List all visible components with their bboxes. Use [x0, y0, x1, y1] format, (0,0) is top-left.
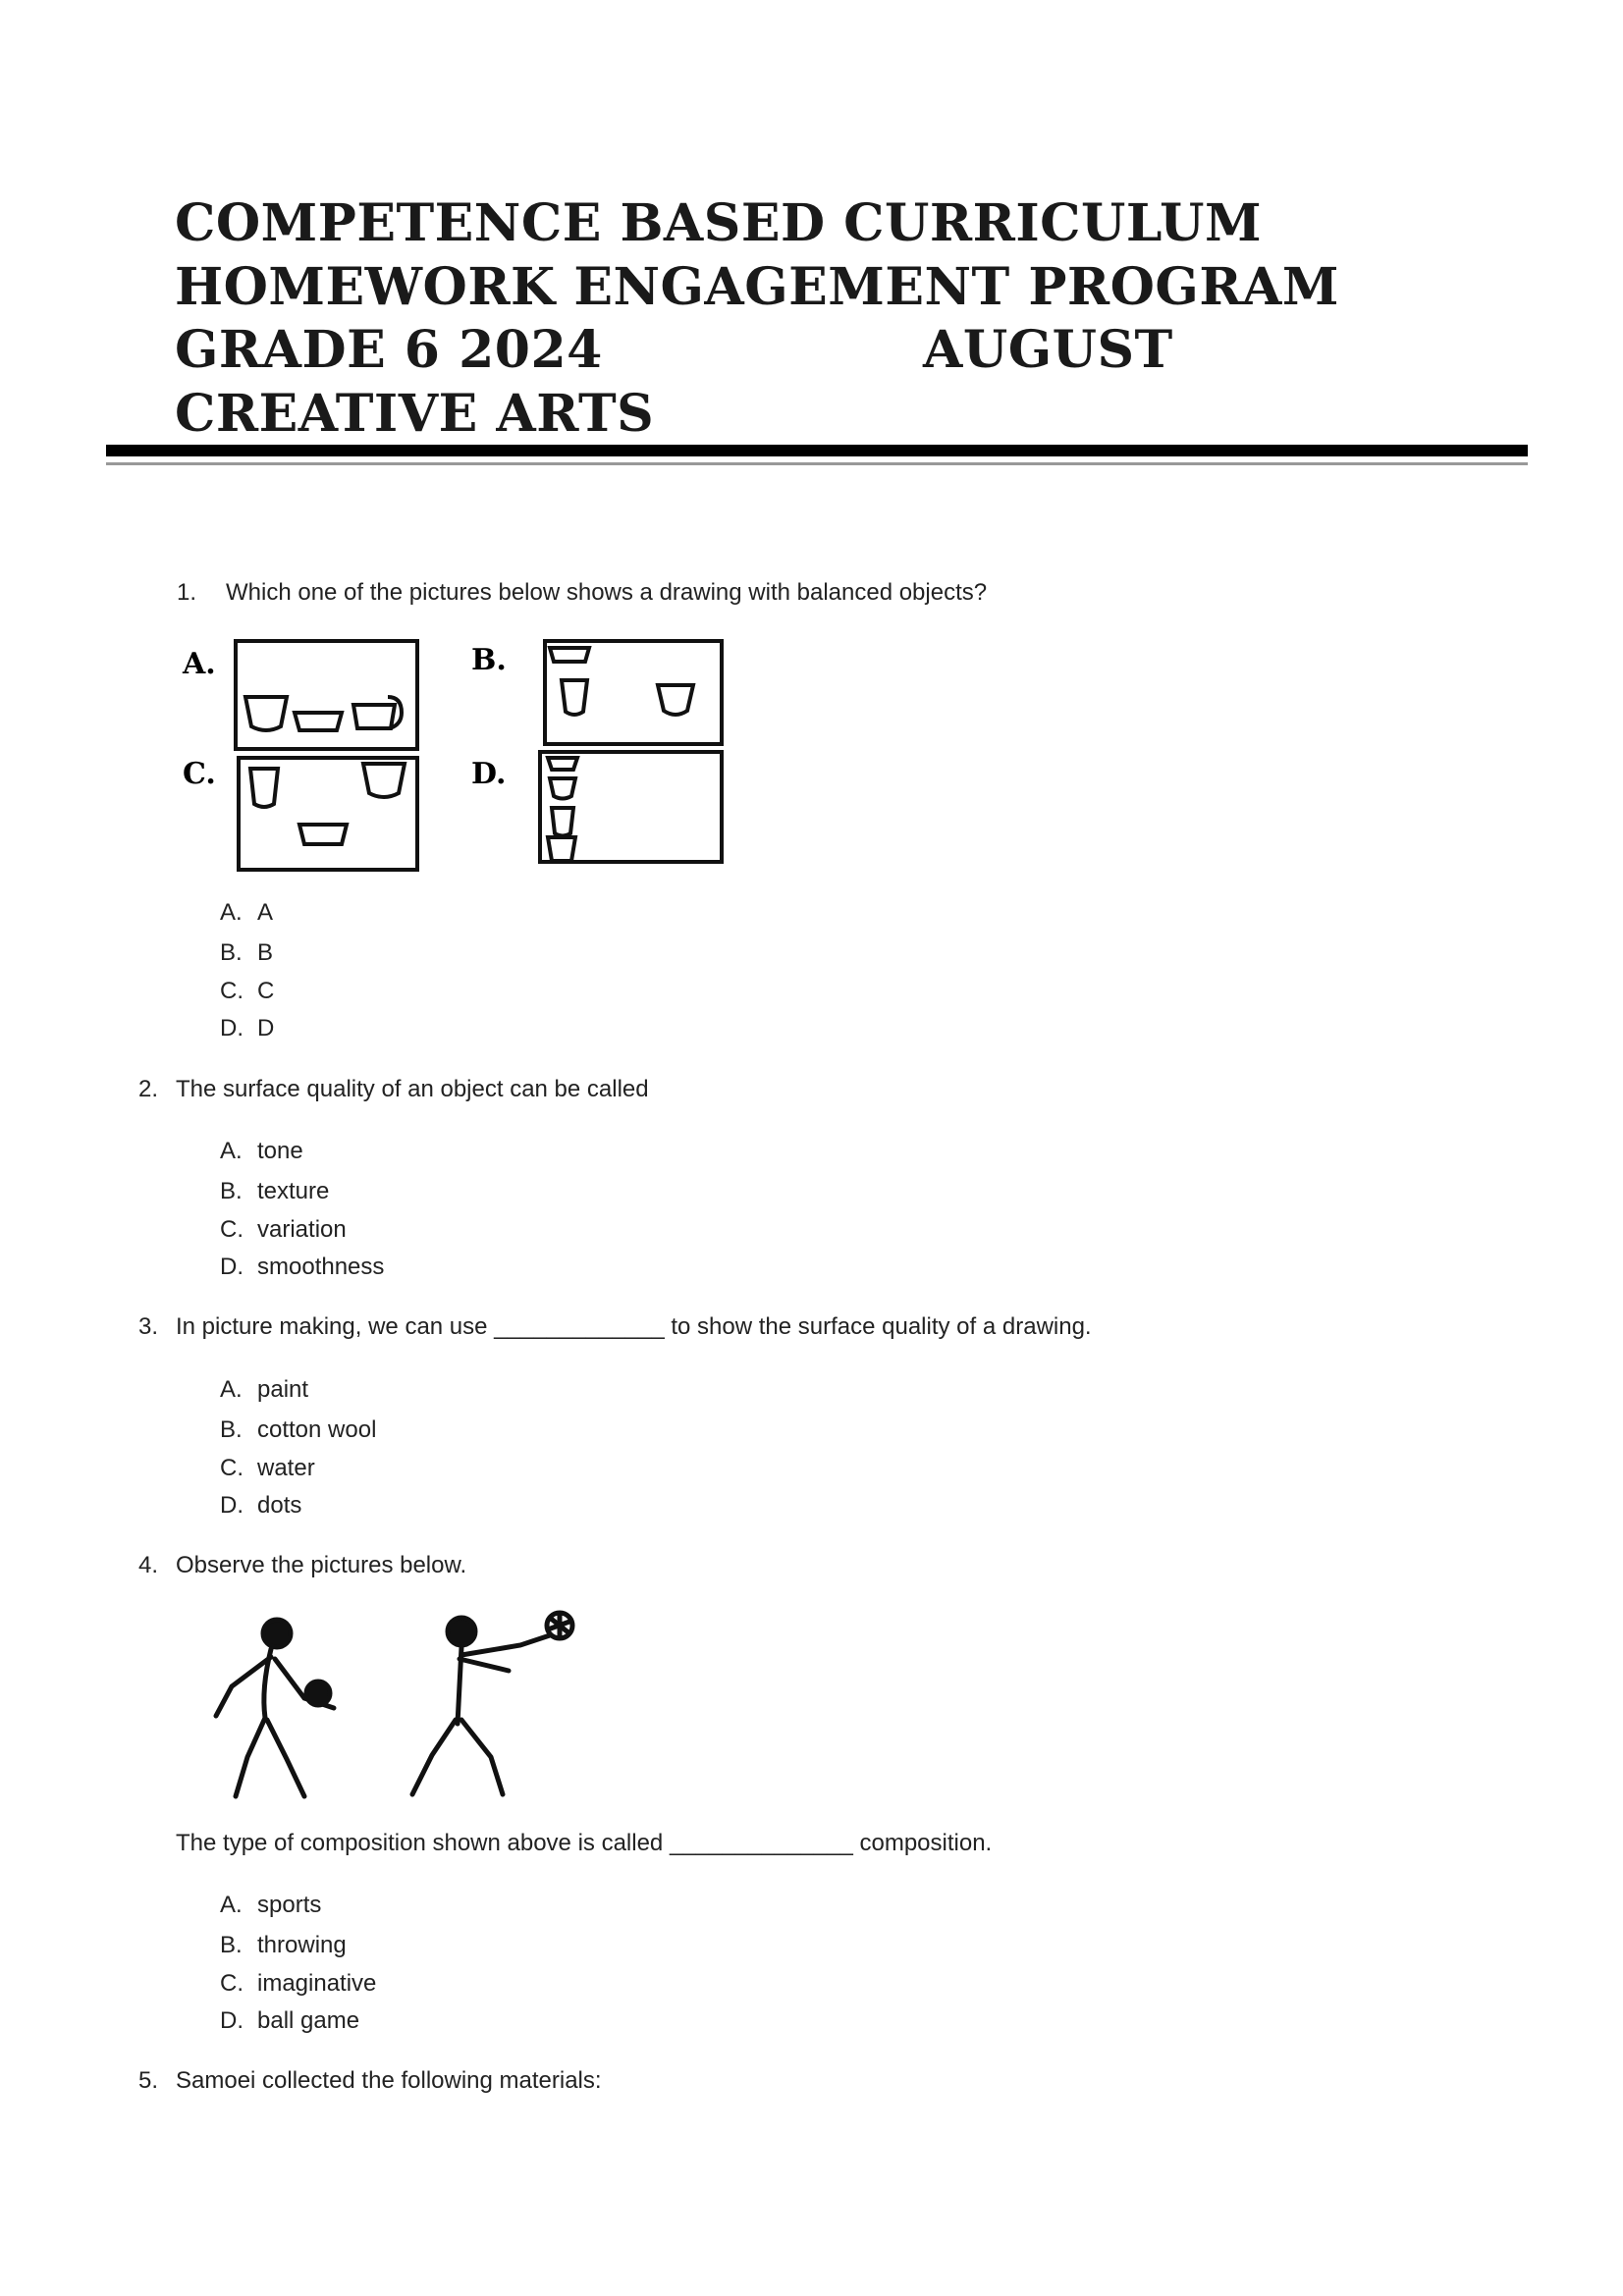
question-2 — [138, 1076, 649, 1103]
q2-option-b[interactable]: B. texture — [220, 1178, 330, 1204]
drawing-d — [540, 752, 722, 862]
header-subject: CREATIVE ARTS — [175, 383, 655, 444]
question-3-number: 3. — [138, 1313, 159, 1340]
ball-players-figure — [177, 1610, 599, 1806]
question-3 — [138, 1313, 1092, 1341]
question-3-text: In picture making, we can use _____________ to show the surface quality of a drawing. — [176, 1313, 1092, 1340]
q4-option-c[interactable]: C. imaginative — [220, 1970, 377, 1997]
q2-option-c[interactable]: C. variation — [220, 1216, 347, 1243]
figure-label-d: D. — [471, 757, 507, 791]
header-month: AUGUST — [923, 320, 1173, 380]
q3-option-c[interactable]: C. water — [220, 1455, 315, 1481]
question-5-text: Samoei collected the following materials: — [176, 2067, 602, 2094]
worksheet-header — [175, 192, 1339, 446]
drawing-b — [545, 641, 722, 744]
q1-option-c[interactable]: C. C — [220, 978, 275, 1004]
header-divider-shadow — [106, 462, 1528, 465]
figure-label-b: B. — [471, 643, 507, 677]
question-2-number: 2. — [138, 1076, 159, 1102]
header-line-1: COMPETENCE BASED CURRICULUM — [175, 193, 1262, 253]
player-left — [216, 1620, 334, 1796]
balance-drawings-figure — [177, 636, 746, 877]
q3-option-d[interactable]: D. dots — [220, 1492, 302, 1519]
header-line-2: HOMEWORK ENGAGEMENT PROGRAM — [175, 256, 1339, 317]
q3-option-b[interactable]: B. cotton wool — [220, 1416, 377, 1443]
q1-option-a[interactable]: A. A — [220, 899, 274, 926]
figure-label-a: A. — [183, 647, 216, 681]
q4-option-a[interactable]: A. sports — [220, 1892, 322, 1918]
drawing-a — [236, 641, 417, 749]
q4-option-b[interactable]: B. throwing — [220, 1932, 347, 1958]
header-grade: GRADE 6 2024 — [175, 320, 603, 380]
q2-option-d[interactable]: D. smoothness — [220, 1254, 385, 1280]
question-1-text: Which one of the pictures below shows a drawing with balanced objects? — [226, 579, 988, 606]
q3-option-a[interactable]: A. paint — [220, 1376, 309, 1403]
question-4-text: Observe the pictures below. — [176, 1552, 467, 1578]
figure-label-c: C. — [183, 757, 216, 791]
header-divider — [106, 445, 1528, 456]
question-1 — [177, 579, 988, 607]
question-4 — [138, 1552, 467, 1579]
question-1-number: 1. — [177, 579, 197, 606]
q2-option-a[interactable]: A. tone — [220, 1138, 303, 1164]
q4-option-d[interactable]: D. ball game — [220, 2007, 360, 2034]
question-5-number: 5. — [138, 2067, 159, 2094]
drawing-c — [239, 758, 417, 870]
question-5 — [138, 2067, 602, 2095]
question-4-number: 4. — [138, 1552, 159, 1578]
header-line-3 — [175, 319, 1339, 383]
question-2-text: The surface quality of an object can be called — [176, 1076, 649, 1102]
question-4-followup: The type of composition shown above is called ______________ composition. — [176, 1830, 993, 1856]
q1-option-b[interactable]: B. B — [220, 939, 274, 966]
player-right — [412, 1613, 572, 1794]
q1-option-d[interactable]: D. D — [220, 1015, 275, 1041]
